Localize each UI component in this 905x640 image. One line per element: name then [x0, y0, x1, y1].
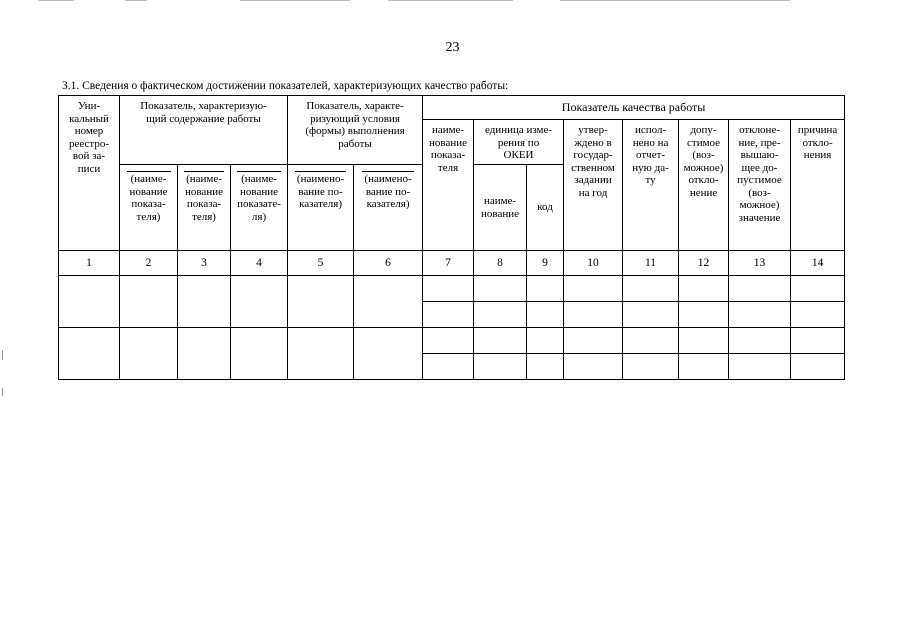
header-unit-okei: единица изме- рения по ОКЕИ [474, 120, 564, 165]
table-cell [791, 354, 845, 380]
page-number: 23 [445, 40, 460, 55]
column-number: 5 [288, 251, 354, 276]
table-cell [729, 354, 791, 380]
header-conditions-group: Показатель, характе- ризующий условия (формы) выполнения работы [288, 96, 423, 165]
table-cell [729, 302, 791, 328]
header-content-sub-1: (наиме- нование показа- теля) [120, 165, 178, 251]
header-conditions-sub-1: (наимено- вание по- казателя) [288, 165, 354, 251]
column-number: 4 [231, 251, 288, 276]
column-number: 1 [59, 251, 120, 276]
column-number: 12 [679, 251, 729, 276]
table-cell [288, 328, 354, 380]
left-edge-mark [2, 388, 3, 396]
table-cell [623, 276, 679, 302]
table-cell [120, 328, 178, 380]
table-cell [354, 328, 423, 380]
header-conditions-sub-2: (наимено- вание по- казателя) [354, 165, 423, 251]
table-cell [623, 302, 679, 328]
table-cell [59, 328, 120, 380]
table-cell [679, 354, 729, 380]
table-cell [623, 354, 679, 380]
table-row [59, 276, 845, 302]
column-number: 3 [178, 251, 231, 276]
table-cell [527, 354, 564, 380]
table-cell [679, 276, 729, 302]
header-content-sub-2: (наиме- нование показа- теля) [178, 165, 231, 251]
header-content-sub-3: (наиме- нование показате- ля) [231, 165, 288, 251]
table-cell [474, 354, 527, 380]
column-number: 9 [527, 251, 564, 276]
table-cell [679, 328, 729, 354]
table-cell [791, 328, 845, 354]
table-cell [679, 302, 729, 328]
column-number-row [59, 251, 845, 276]
column-number: 6 [354, 251, 423, 276]
table-cell [354, 276, 423, 328]
header-content-group: Показатель, характеризую- щий содержание работы [120, 96, 288, 165]
header-unit-code: код [527, 165, 564, 251]
header-actual: испол- нено на отчет- ную да- ту [623, 120, 679, 251]
header-excess-deviation: отклоне- ние, пре- вышаю- щее до- пустимое (воз- можное) значение [729, 120, 791, 251]
column-number: 7 [423, 251, 474, 276]
section-title: 3.1. Сведения о фактическом достижении показателей, характеризующих качество работы: [62, 80, 509, 92]
table-cell [474, 328, 527, 354]
column-number: 10 [564, 251, 623, 276]
header-unique-number: Уни- кальный номер реестро- вой за- писи [59, 96, 120, 251]
table-cell [729, 276, 791, 302]
column-number: 11 [623, 251, 679, 276]
header-quality-name: наиме- нование показа- теля [423, 120, 474, 251]
table-cell [423, 302, 474, 328]
table-cell [623, 328, 679, 354]
table-cell [423, 276, 474, 302]
header-deviation-reason: причина откло- нения [791, 120, 845, 251]
header-quality-group: Показатель качества работы [423, 96, 845, 120]
table-cell [474, 276, 527, 302]
table-cell [729, 328, 791, 354]
header-allowed-deviation: допу- стимое (воз- можное) откло- нение [679, 120, 729, 251]
column-number: 8 [474, 251, 527, 276]
table-cell [564, 302, 623, 328]
column-number: 2 [120, 251, 178, 276]
table-cell [791, 276, 845, 302]
table-row [59, 328, 845, 354]
table-cell [527, 302, 564, 328]
table-cell [564, 328, 623, 354]
left-edge-mark [2, 350, 3, 360]
table-cell [231, 328, 288, 380]
table-cell [423, 354, 474, 380]
header-approved: утвер- ждено в государ- ственном задании на год [564, 120, 623, 251]
top-edge-lines [0, 0, 905, 3]
table-cell [564, 276, 623, 302]
table-cell [791, 302, 845, 328]
table-cell [120, 276, 178, 328]
column-number: 13 [729, 251, 791, 276]
table-cell [288, 276, 354, 328]
table-cell [564, 354, 623, 380]
table-cell [423, 328, 474, 354]
header-unit-name: наиме- нование [474, 165, 527, 251]
column-number: 14 [791, 251, 845, 276]
table-cell [59, 276, 120, 328]
table-cell [178, 328, 231, 380]
table-cell [527, 276, 564, 302]
table-cell [231, 276, 288, 328]
table-cell [178, 276, 231, 328]
table-cell [474, 302, 527, 328]
table-cell [527, 328, 564, 354]
quality-indicators-table [58, 95, 845, 380]
